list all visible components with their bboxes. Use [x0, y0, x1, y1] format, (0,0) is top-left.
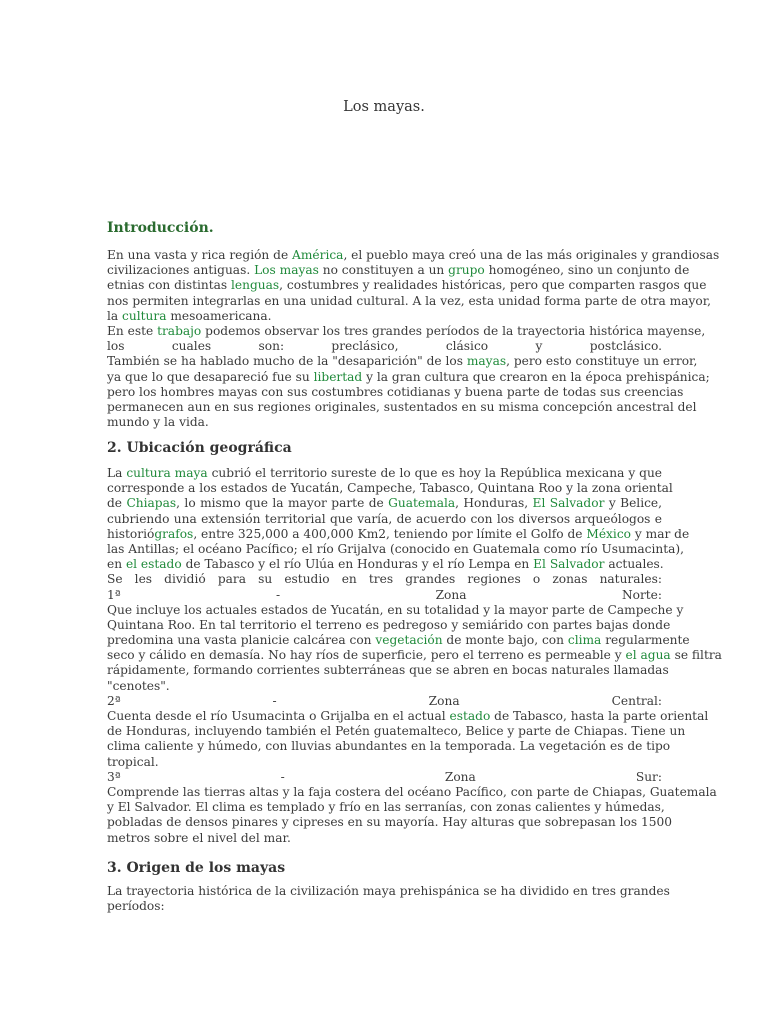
text-run: actuales. [604, 557, 664, 572]
text-run: También se ha hablado mucho de la "desaparición" de los [107, 354, 467, 369]
text-line [107, 369, 710, 385]
document-title: Los mayas. [343, 99, 425, 115]
text-line [107, 415, 662, 430]
text-run: ya que lo que desapareció fue su [107, 369, 314, 384]
inline-link[interactable]: Guatemala [388, 496, 456, 511]
text-run: , pero esto constituye un error, [506, 354, 698, 369]
text-line [107, 339, 662, 354]
text-run: , entre 325,000 a 400,000 Km2, teniendo por límite el Golfo de [193, 526, 587, 541]
text-line [107, 770, 662, 785]
text-run: , el pueblo maya creó una de las más originales y grandiosas [343, 248, 720, 262]
inline-link[interactable]: El Salvador [532, 496, 605, 511]
text-run: Comprende las tierras altas y la faja costera del océano Pacífico, con parte de Chiapas, Guatemala [107, 784, 717, 799]
inline-link[interactable]: libertad [313, 369, 363, 384]
text-run: metros sobre el nivel del mar. [107, 830, 291, 845]
inline-link[interactable]: el agua [625, 648, 671, 663]
text-line [107, 481, 673, 496]
section2-paragraph [107, 466, 722, 846]
text-run: permanecen aun en sus regiones originales, sustentados en su misma concepción ancestral del [107, 399, 697, 414]
text-run: Cuenta desde el río Usumacinta o Grijalba en el actual [107, 709, 450, 723]
text-run: períodos: [107, 899, 165, 914]
text-run: La [107, 466, 127, 480]
section2-heading: 2. Ubicación geográfica [107, 440, 292, 456]
text-line [107, 293, 712, 309]
text-run: de monte bajo, con [442, 633, 568, 648]
inline-link[interactable]: lenguas [231, 278, 280, 293]
text-run: la [107, 308, 123, 323]
section3-heading: 3. Origen de los mayas [107, 860, 286, 876]
inline-link[interactable]: estado [449, 709, 491, 723]
text-run: mesoamericana. [166, 308, 272, 323]
text-run: Que incluye los actuales estados de Yucatán, en su totalidad y la mayor parte de Campeche y [107, 602, 684, 617]
text-run: , costumbres y realidades históricas, pero que comparten rasgos que [279, 278, 707, 293]
text-run: las Antillas; el océano Pacífico; el río Grijalva (conocido en Guatemala como río Usumacinta), [107, 541, 685, 556]
inline-link[interactable]: el estado [125, 557, 182, 572]
text-line [107, 512, 662, 527]
text-line [107, 663, 669, 678]
inline-link[interactable]: cultura [122, 308, 167, 323]
text-run: regularmente [601, 633, 690, 648]
text-line [107, 323, 706, 339]
inline-link[interactable]: Chiapas [126, 496, 177, 511]
text-line [107, 541, 685, 557]
text-line [107, 309, 662, 324]
intro-heading: Introducción. [107, 220, 214, 236]
text-run: , Honduras, [455, 496, 533, 511]
text-line [107, 602, 684, 618]
text-line [107, 815, 673, 830]
inline-link[interactable]: grupo [448, 263, 485, 278]
inline-link[interactable]: grafos [154, 526, 194, 541]
text-line [107, 800, 665, 815]
text-line [107, 709, 709, 724]
text-line [107, 831, 662, 846]
inline-link[interactable]: El Salvador [533, 557, 605, 572]
text-run: En una vasta y rica región de [107, 248, 293, 262]
inline-link[interactable]: México [586, 526, 631, 541]
text-line [107, 466, 662, 481]
inline-link[interactable]: vegetación [375, 633, 443, 648]
text-run: historió [107, 526, 155, 541]
text-line [107, 694, 662, 709]
text-run: cubrió el territorio sureste de lo que es hoy la República mexicana y que [207, 466, 663, 480]
text-run: civilizaciones antiguas. [107, 263, 255, 278]
text-line [107, 884, 670, 899]
text-run: La trayectoria histórica de la civilización maya prehispánica se ha dividido en tres grandes [107, 884, 670, 898]
text-line [107, 496, 662, 511]
inline-link[interactable]: cultura maya [126, 466, 208, 480]
text-run: y mar de [631, 526, 690, 541]
text-run: nos permiten integrarlas en una unidad cultural. A la vez, esta unidad forma parte de otra mayor, [107, 293, 712, 308]
text-line [107, 384, 684, 400]
text-run: seco y cálido en demasía. No hay ríos de superficie, pero el terreno es permeable y [107, 648, 626, 663]
text-run: clima caliente y húmedo, con lluvias abundantes en la temporada. La vegetación es de tipo [107, 739, 671, 754]
text-run: , lo mismo que la mayor parte de [176, 496, 389, 511]
text-run: de Honduras, incluyendo también el Petén guatemalteco, Belice y parte de Chiapas. Tiene un [107, 724, 686, 739]
text-run: en [107, 557, 126, 572]
text-line [107, 724, 686, 739]
text-run: predomina una vasta planicie calcárea con [107, 633, 376, 648]
text-line [107, 617, 671, 633]
text-line [107, 263, 690, 278]
inline-link[interactable]: América [292, 248, 344, 262]
text-run: etnias con distintas [107, 278, 232, 293]
text-line [107, 572, 662, 587]
text-line [107, 526, 690, 542]
text-line [107, 399, 697, 415]
text-run: rápidamente, formando corrientes subterráneas que se abren en bocas naturales llamadas [107, 663, 669, 678]
text-run: pobladas de densos pinares y cipreses en su mayoría. Hay alturas que sobrepasan los 1500 [107, 815, 673, 830]
text-run: y Belice, [604, 496, 663, 511]
section3-paragraph [107, 884, 670, 914]
text-run: Se les dividió para su estudio en tres grandes regiones o zonas naturales: [107, 572, 662, 587]
text-run: tropical. [107, 754, 159, 769]
text-line [107, 633, 690, 648]
text-line [107, 648, 722, 663]
inline-link[interactable]: Los mayas [254, 263, 319, 278]
inline-link[interactable]: clima [567, 633, 602, 648]
text-line [107, 739, 671, 754]
text-run: "cenotes". [107, 678, 170, 693]
text-line [107, 557, 662, 572]
text-run: En este [107, 323, 158, 338]
text-run: mundo y la vida. [107, 415, 209, 430]
text-run: homogéneo, sino un conjunto de [484, 263, 690, 278]
text-line [107, 354, 698, 369]
text-run: 1ª - Zona Norte: [107, 587, 662, 602]
intro-paragraph [107, 248, 720, 430]
text-run: de [107, 496, 127, 511]
text-run: pero los hombres mayas con sus costumbres cotidianas y buena parte de todas sus creencias [107, 384, 684, 399]
text-line [107, 278, 707, 293]
inline-link[interactable]: mayas [466, 354, 507, 369]
text-run: de Tabasco y el río Ulúa en Honduras y el río Lempa en [181, 557, 534, 572]
text-run: corresponde a los estados de Yucatán, Campeche, Tabasco, Quintana Roo y la zona oriental [107, 481, 673, 496]
text-run: 3ª - Zona Sur: [107, 769, 662, 784]
text-run: de Tabasco, hasta la parte oriental [490, 709, 709, 723]
text-run: los cuales son: preclásico, clásico y postclásico. [107, 339, 662, 354]
text-run: y El Salvador. El clima es templado y frío en las serranías, con zonas calientes y húmedas, [107, 800, 665, 815]
text-line [107, 588, 662, 603]
inline-link[interactable]: trabajo [157, 323, 202, 338]
text-run: Quintana Roo. En tal territorio el terreno es pedregoso y semiárido con partes bajas donde [107, 617, 671, 632]
text-run: cubriendo una extensión territorial que varía, de acuerdo con los diversos arqueólogos e [107, 511, 662, 526]
text-run: podemos observar los tres grandes períodos de la trayectoria histórica mayense, [201, 323, 706, 338]
text-line [107, 899, 662, 914]
text-run: se filtra [670, 648, 722, 663]
text-line [107, 784, 717, 800]
text-run: y la gran cultura que crearon en la época prehispánica; [362, 369, 710, 384]
text-line [107, 755, 662, 770]
text-line [107, 679, 662, 694]
text-run: 2ª - Zona Central: [107, 693, 662, 708]
text-run: no constituyen a un [318, 263, 449, 278]
text-line [107, 248, 720, 263]
